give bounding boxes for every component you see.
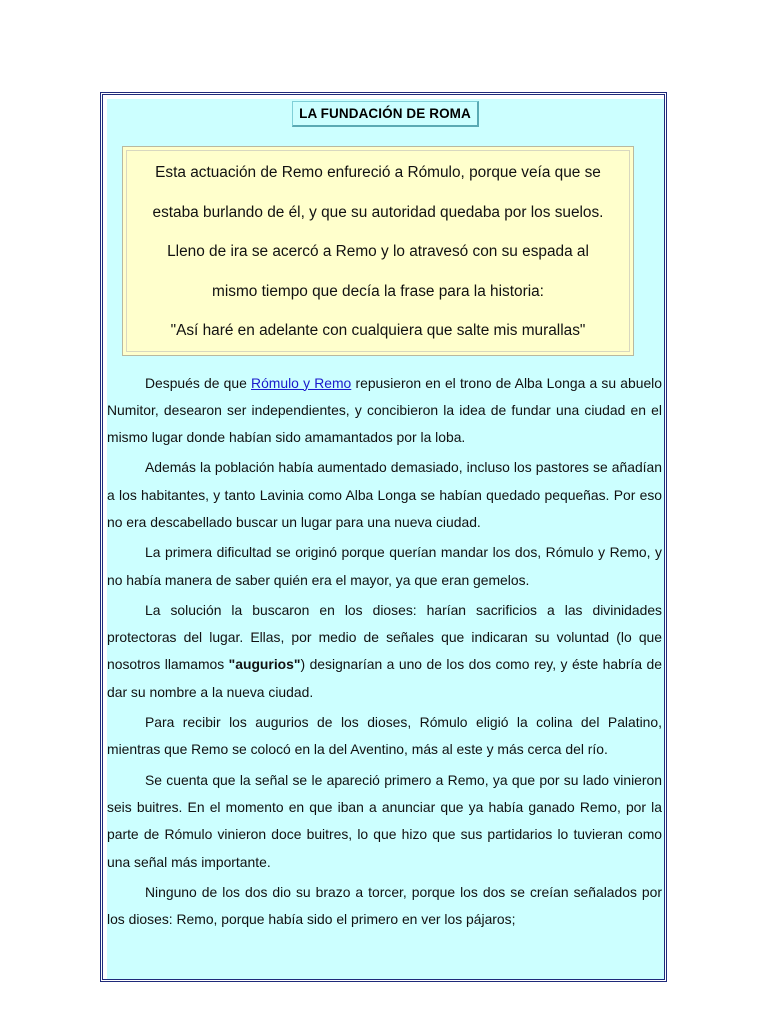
article-body	[107, 370, 664, 934]
quote-line-1: Esta actuación de Remo enfureció a Rómulo, porque veía que se	[155, 164, 601, 181]
paragraph-4	[107, 597, 662, 706]
quote-line-3: Lleno de ira se acercó a Remo y lo atravesó con su espada al	[167, 243, 589, 260]
quote-box	[122, 146, 634, 356]
quote-line-2: estaba burlando de él, y que su autoridad quedaba por los suelos.	[152, 203, 604, 221]
quote-line-5: "Así haré en adelante con cualquiera que salte mis murallas"	[170, 322, 586, 339]
paragraph-7: Ninguno de los dos dio su brazo a torcer, porque los dos se creían señalados por los dioses: Remo, porque había sido el primero en ver los pájaros;	[107, 883, 662, 928]
romulo-remo-link[interactable]: Rómulo y Remo	[251, 374, 352, 391]
paragraph-5: Para recibir los augurios de los dioses, Rómulo eligió la colina del Palatino, mientras que Remo se colocó en la del Aventino, más al este y más cerca del río.	[107, 714, 662, 758]
paragraph-2: Además la población había aumentado demasiado, incluso los pastores se añadían a los habitantes, y tanto Lavinia como Alba Longa se habían quedado pequeñas. Por eso no era descabellado buscar un lugar para una nueva ciudad.	[107, 459, 662, 530]
paragraph-1-end: repusieron en el trono de Alba Longa a su abuelo Numitor, desearon ser independientes, y concibieron la idea de fundar una ciudad en el mismo lugar donde habían sido amamantados por la loba.	[107, 374, 662, 446]
paragraph-6: Se cuenta que la señal se le apareció primero a Remo, ya que por su lado vinieron seis buitres. En el momento en que iban a anunciar que ya había ganado Remo, por la parte de Rómulo vinieron doce buitres, lo que hizo que sus partidarios lo tuvieran como una señal más importante.	[107, 771, 662, 870]
paragraph-1	[107, 370, 662, 452]
paragraph-1-start: Después de que	[145, 374, 252, 391]
content-panel	[107, 99, 664, 979]
paragraph-4-end: ) designarían a uno de los dos como rey, y éste habría de dar su nombre a la nueva ciudad.	[107, 656, 662, 700]
paragraph-3: La primera dificultad se originó porque querían mandar los dos, Rómulo y Remo, y no había manera de saber quién era el mayor, ya que eran gemelos.	[107, 544, 662, 588]
title-wrapper	[107, 101, 664, 127]
page-title: LA FUNDACIÓN DE ROMA	[292, 101, 479, 127]
paragraph-4-start: La solución la buscaron en los dioses: harían sacrificios a las divinidades protectoras del lugar. Ellas, por medio de señales que indicaran su voluntad (lo que nosotros llamamos	[107, 601, 662, 673]
document-frame	[100, 92, 667, 982]
quote-line-4: mismo tiempo que decía la frase para la historia:	[212, 282, 544, 300]
augurios-term: "augurios"	[228, 656, 301, 673]
